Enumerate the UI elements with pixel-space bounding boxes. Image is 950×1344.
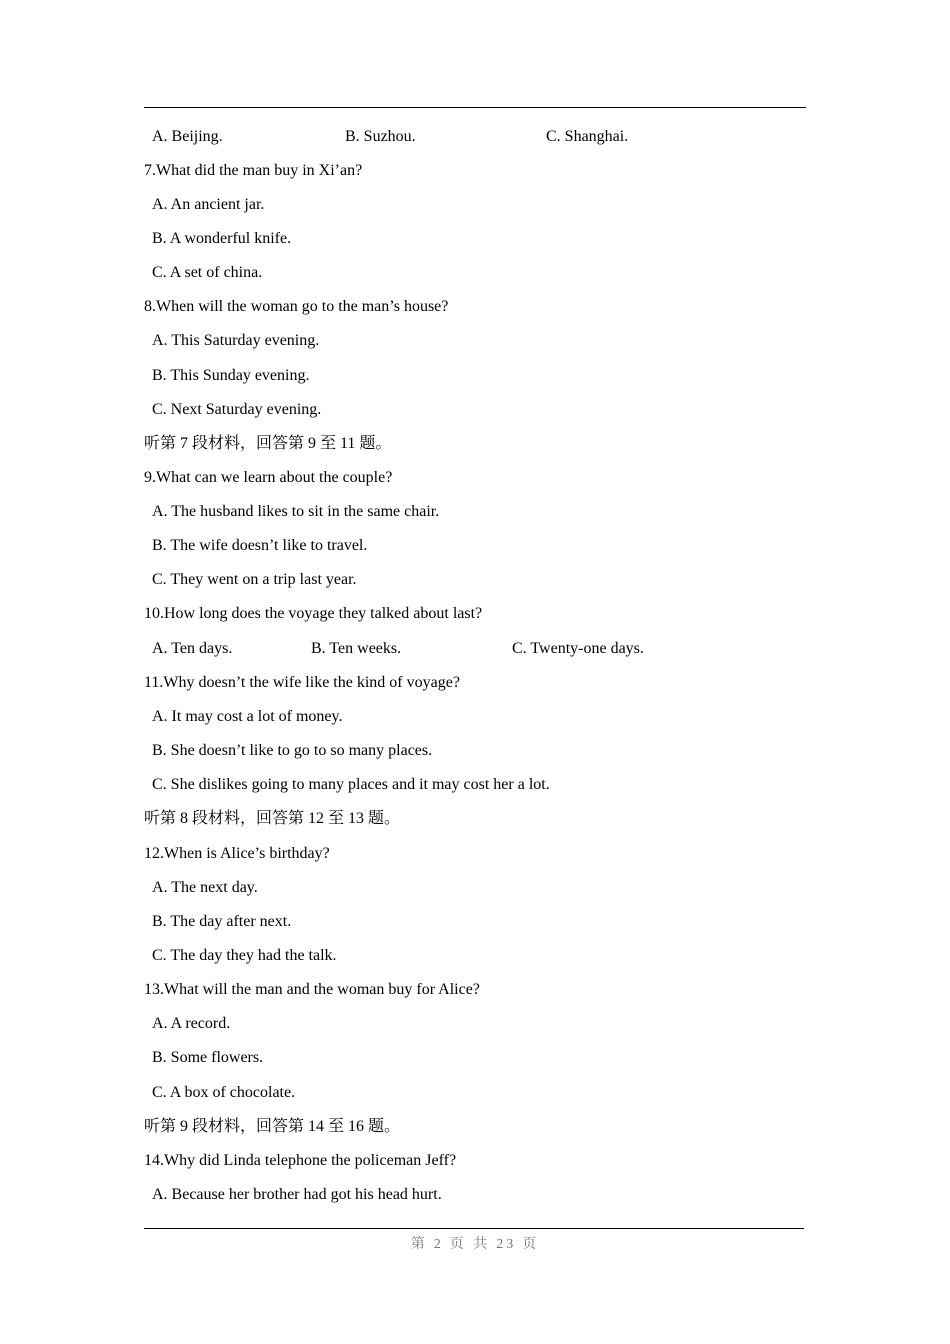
- q7-question: 7.What did the man buy in Xi’an?: [144, 162, 363, 179]
- page-total: 23: [496, 1237, 517, 1252]
- q12-question: 12.When is Alice’s birthday?: [144, 845, 330, 862]
- q11-option-a: A. It may cost a lot of money.: [152, 708, 343, 725]
- footer-rule: [144, 1228, 804, 1229]
- q7-option-b: B. A wonderful knife.: [152, 230, 292, 247]
- q8-option-c: C. Next Saturday evening.: [152, 401, 322, 418]
- q8-option-a: A. This Saturday evening.: [152, 332, 320, 349]
- section-7-instruction: 听第 7 段材料，回答第 9 至 11 题。: [144, 435, 392, 452]
- q6-option-c: C. Shanghai.: [546, 128, 629, 145]
- q10-option-c: C. Twenty-one days.: [512, 640, 644, 657]
- q9-option-c: C. They went on a trip last year.: [152, 571, 357, 588]
- q12-option-c: C. The day they had the talk.: [152, 947, 337, 964]
- q8-question: 8.When will the woman go to the man’s house?: [144, 298, 449, 315]
- footer-middle: 页 共: [449, 1237, 491, 1252]
- q7-option-a: A. An ancient jar.: [152, 196, 265, 213]
- q8-option-b: B. This Sunday evening.: [152, 367, 310, 384]
- q13-option-b: B. Some flowers.: [152, 1049, 264, 1066]
- q10-option-b: B. Ten weeks.: [311, 640, 402, 657]
- q7-option-c: C. A set of china.: [152, 264, 263, 281]
- q11-question: 11.Why doesn’t the wife like the kind of voyage?: [144, 674, 460, 691]
- q14-question: 14.Why did Linda telephone the policeman Jeff?: [144, 1152, 457, 1169]
- page-number: 2: [433, 1237, 444, 1252]
- page-footer: [0, 1233, 950, 1253]
- section-9-instruction: 听第 9 段材料，回答第 14 至 16 题。: [144, 1118, 401, 1135]
- q6-option-a: A. Beijing.: [152, 128, 223, 145]
- q9-question: 9.What can we learn about the couple?: [144, 469, 393, 486]
- q6-option-b: B. Suzhou.: [345, 128, 416, 145]
- q13-option-a: A. A record.: [152, 1015, 231, 1032]
- q12-option-a: A. The next day.: [152, 879, 258, 896]
- q9-option-a: A. The husband likes to sit in the same chair.: [152, 503, 440, 520]
- q10-question: 10.How long does the voyage they talked about last?: [144, 605, 483, 622]
- q12-option-b: B. The day after next.: [152, 913, 292, 930]
- q14-option-a: A. Because her brother had got his head hurt.: [152, 1186, 442, 1203]
- q13-question: 13.What will the man and the woman buy for Alice?: [144, 981, 480, 998]
- q10-option-a: A. Ten days.: [152, 640, 233, 657]
- q11-option-c: C. She dislikes going to many places and it may cost her a lot.: [152, 776, 550, 793]
- q13-option-c: C. A box of chocolate.: [152, 1084, 296, 1101]
- footer-suffix: 页: [522, 1237, 540, 1252]
- q11-option-b: B. She doesn’t like to go to so many places.: [152, 742, 433, 759]
- q9-option-b: B. The wife doesn’t like to travel.: [152, 537, 368, 554]
- footer-prefix: 第: [410, 1237, 428, 1252]
- header-rule: [144, 107, 806, 108]
- section-8-instruction: 听第 8 段材料，回答第 12 至 13 题。: [144, 810, 401, 827]
